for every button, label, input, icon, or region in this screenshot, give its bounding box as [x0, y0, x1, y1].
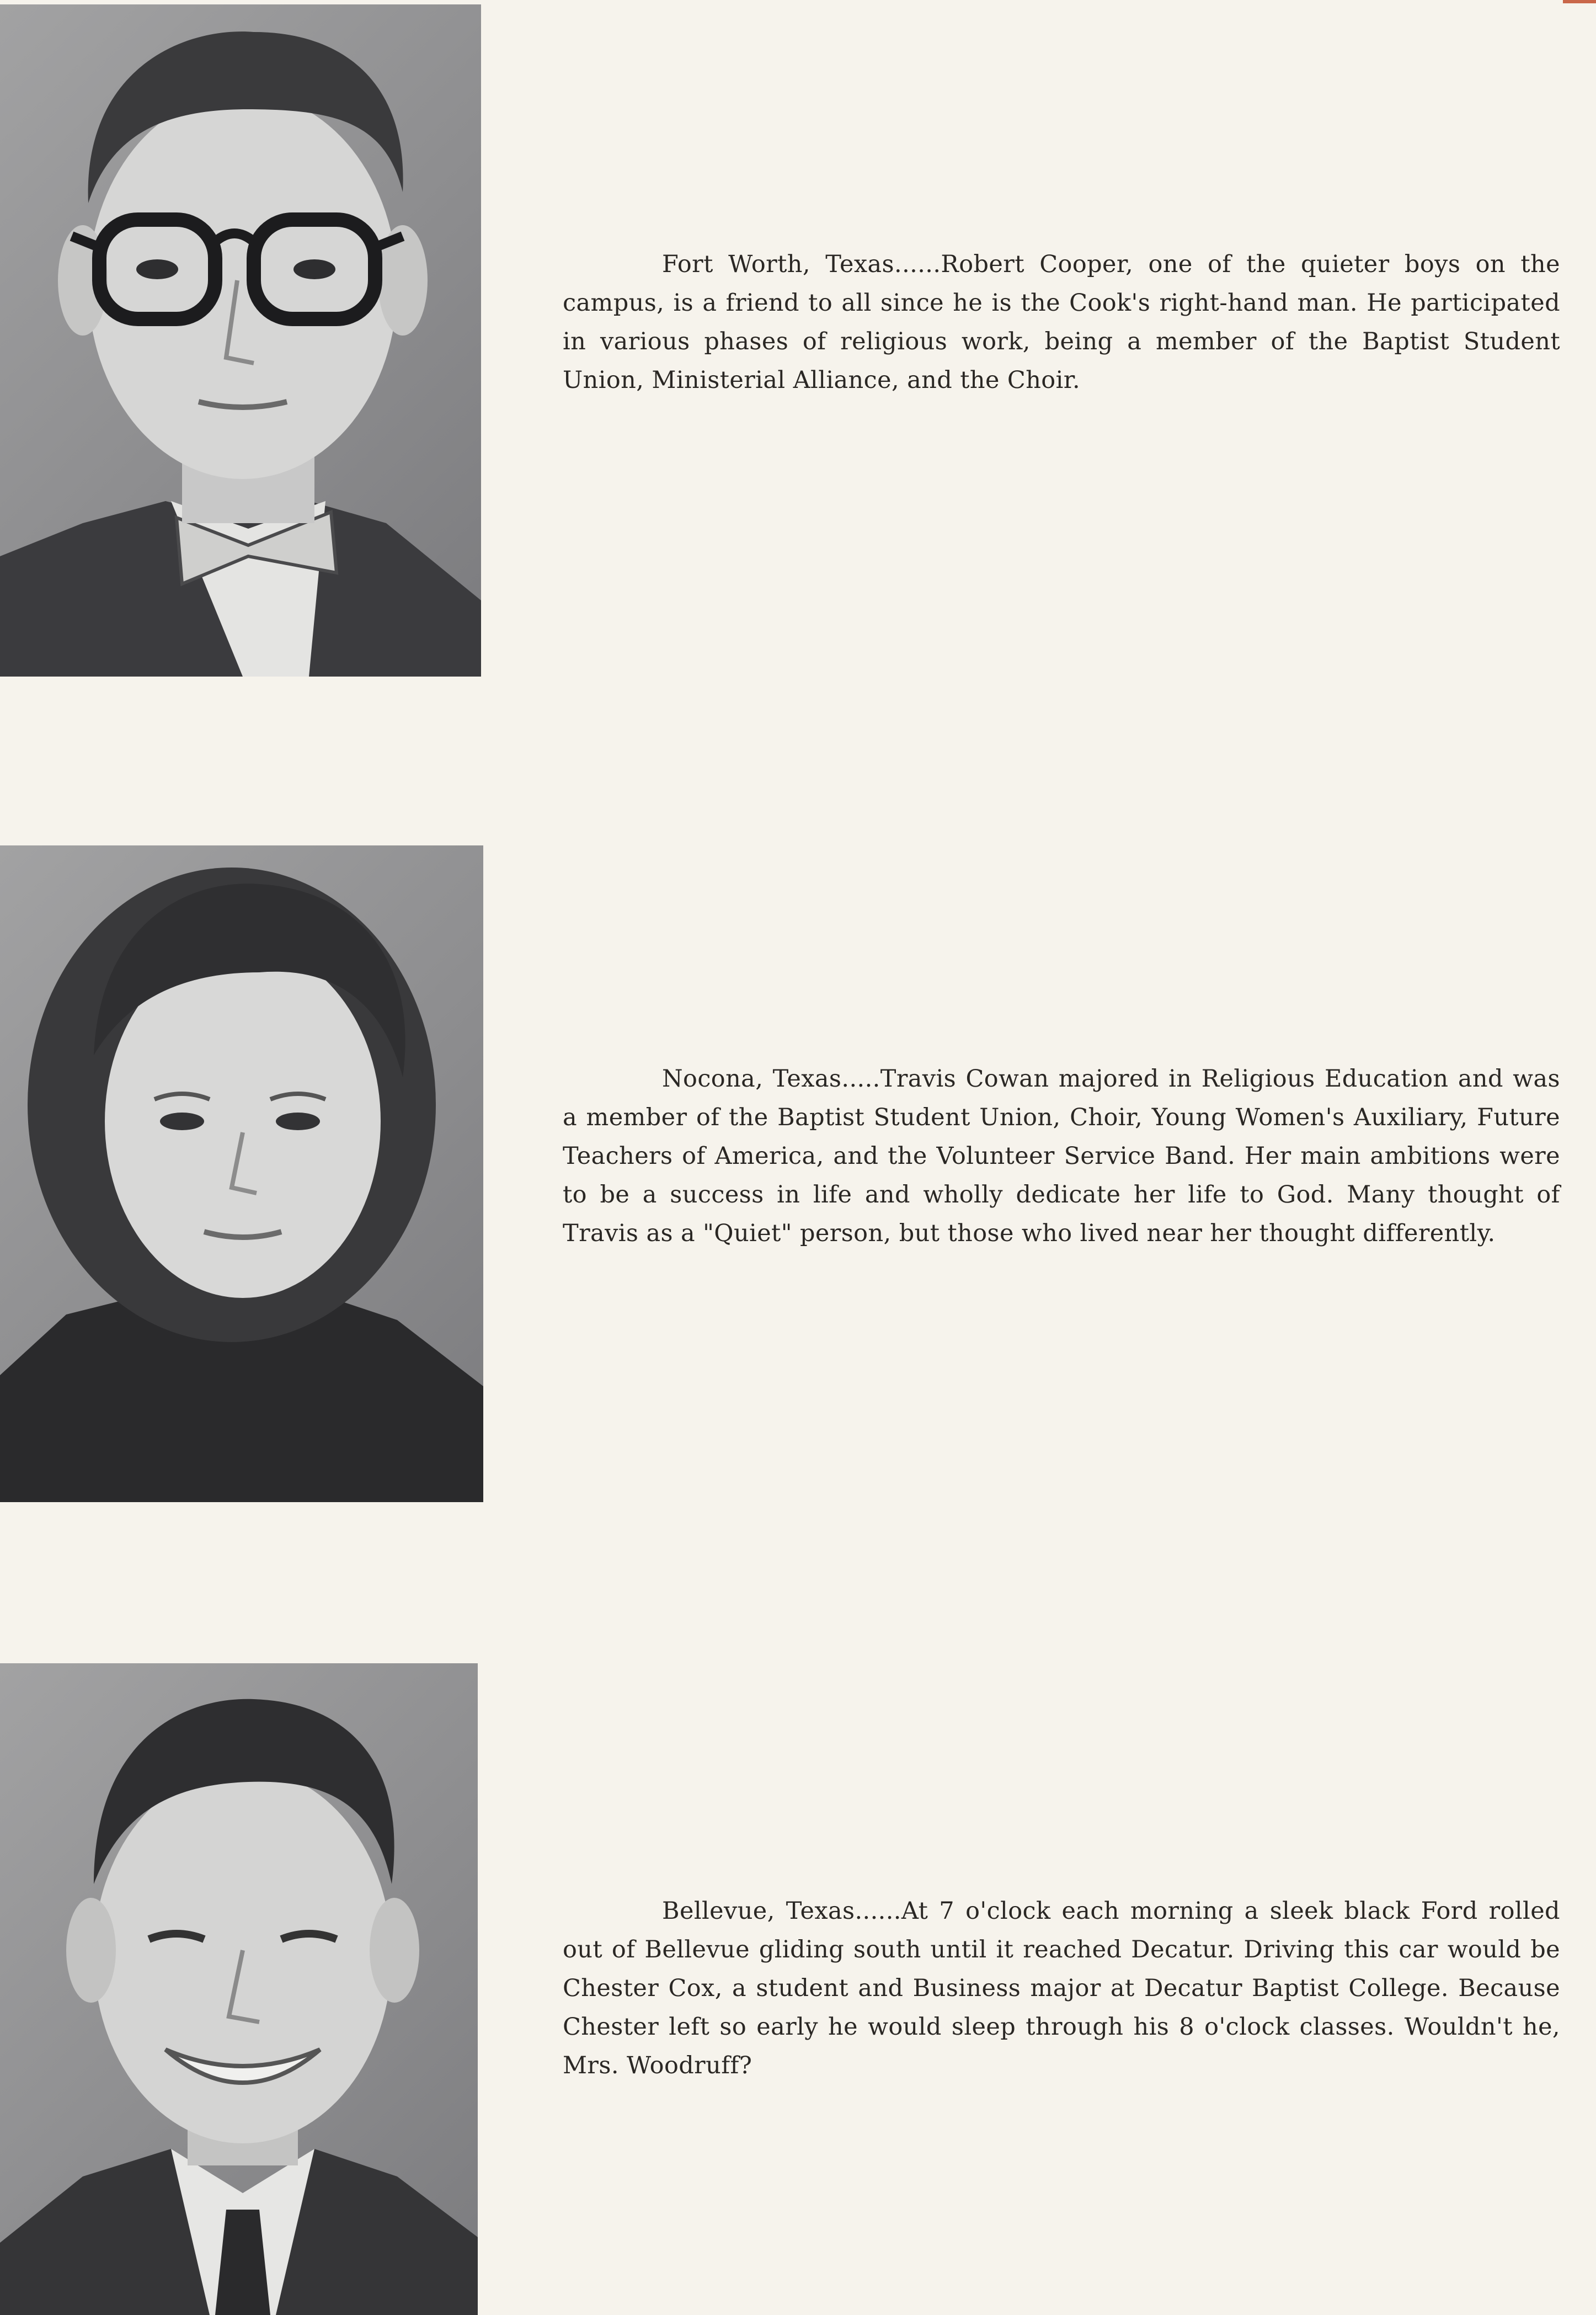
bio-text-chester-cox: Bellevue, Texas......At 7 o'clock each morning a sleek black Ford rolled out of Bellevue gliding south until it reached Decatur. Driving this car would be Chester Cox, a student and Business major at Decatur Baptist College. Because Chester left so early he would sleep through his 8 o'clock classes. Wouldn't he, Mrs. Woodruff? — [563, 1897, 1560, 2079]
portrait-photo-1 — [0, 4, 481, 677]
bio-text-robert-cooper: Fort Worth, Texas......Robert Cooper, one of the quieter boys on the campus, is a friend to all since he is the Cook's right-hand man. He participated in various phases of religious work, being a member of the Baptist Student Union, Ministerial Alliance, and the Choir. — [563, 251, 1560, 394]
page-edge — [1563, 0, 1596, 3]
portrait-photo-3 — [0, 1663, 478, 2315]
portrait-man-glasses-icon — [0, 4, 481, 677]
portrait-man-smiling-icon — [0, 1663, 478, 2315]
portrait-woman-icon — [0, 845, 483, 1502]
bio-text-travis-cowan: Nocona, Texas.....Travis Cowan majored in Religious Education and was a member of the Baptist Student Union, Choir, Young Women's Auxiliary, Future Teachers of America, and the Volunteer Service Band. Her main ambitions were to be a success in life and wholly dedicate her life to God. Many thought of Travis as a "Quiet" person, but those who lived near her thought differently. — [563, 1065, 1560, 1247]
portrait-photo-2 — [0, 845, 483, 1502]
